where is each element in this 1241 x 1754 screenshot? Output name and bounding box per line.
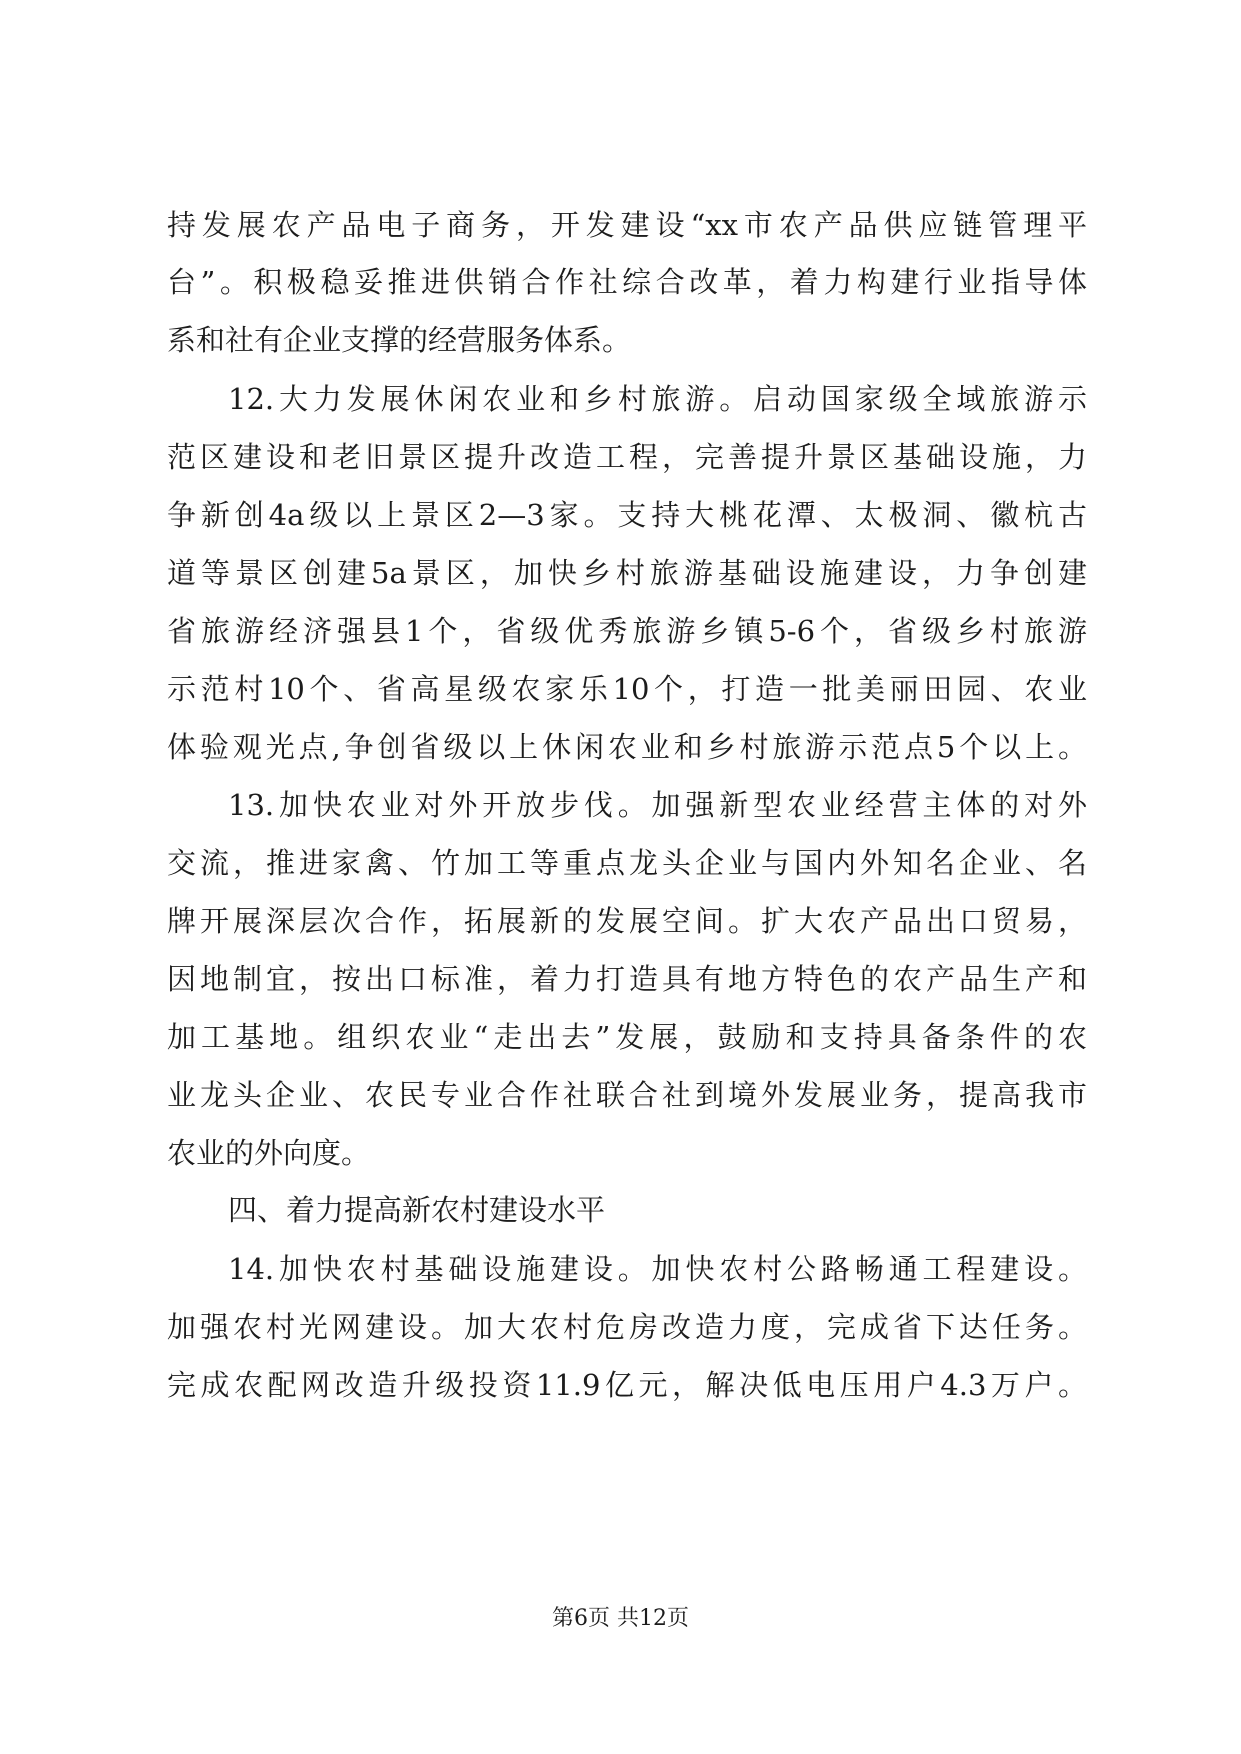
- page-footer: 第6页 共12页: [552, 1606, 689, 1631]
- text-line: 范区建设和老旧景区提升改造工程，完善提升景区基础设施，力: [167, 440, 1087, 474]
- paragraph-start-line: 12.大力发展休闲农业和乡村旅游。启动国家级全域旅游示: [228, 382, 1087, 416]
- text-line: 系和社有企业支撑的经营服务体系。: [167, 323, 632, 357]
- paragraph-start-line: 14.加快农村基础设施建设。加快农村公路畅通工程建设。: [228, 1252, 1087, 1286]
- text-line: 体验观光点,争创省级以上休闲农业和乡村旅游示范点5个以上。: [167, 730, 1087, 764]
- section-heading: 四、着力提高新农村建设水平: [228, 1193, 606, 1227]
- text-line: 持发展农产品电子商务，开发建设“xx市农产品供应链管理平: [167, 208, 1087, 242]
- text-line: 道等景区创建5a景区，加快乡村旅游基础设施建设，力争创建: [167, 556, 1087, 590]
- text-line: 台”。积极稳妥推进供销合作社综合改革，着力构建行业指导体: [167, 265, 1087, 299]
- text-line: 因地制宜，按出口标准，着力打造具有地方特色的农产品生产和: [167, 962, 1087, 996]
- text-line: 省旅游经济强县1个，省级优秀旅游乡镇5-6个，省级乡村旅游: [167, 614, 1087, 648]
- text-line: 加强农村光网建设。加大农村危房改造力度，完成省下达任务。: [167, 1310, 1087, 1344]
- paragraph-start-line: 13.加快农业对外开放步伐。加强新型农业经营主体的对外: [228, 788, 1087, 822]
- text-line: 农业的外向度。: [167, 1136, 371, 1170]
- text-line: 完成农配网改造升级投资11.9亿元，解决低电压用户4.3万户。: [167, 1368, 1087, 1402]
- text-line: 示范村10个、省高星级农家乐10个，打造一批美丽田园、农业: [167, 672, 1087, 706]
- text-line: 争新创4a级以上景区2—3家。支持大桃花潭、太极洞、徽杭古: [167, 498, 1087, 532]
- text-line: 牌开展深层次合作，拓展新的发展空间。扩大农产品出口贸易，: [167, 904, 1087, 938]
- text-line: 交流，推进家禽、竹加工等重点龙头企业与国内外知名企业、名: [167, 846, 1087, 880]
- text-line: 业龙头企业、农民专业合作社联合社到境外发展业务，提高我市: [167, 1078, 1087, 1112]
- text-line: 加工基地。组织农业“走出去”发展，鼓励和支持具备条件的农: [167, 1020, 1087, 1054]
